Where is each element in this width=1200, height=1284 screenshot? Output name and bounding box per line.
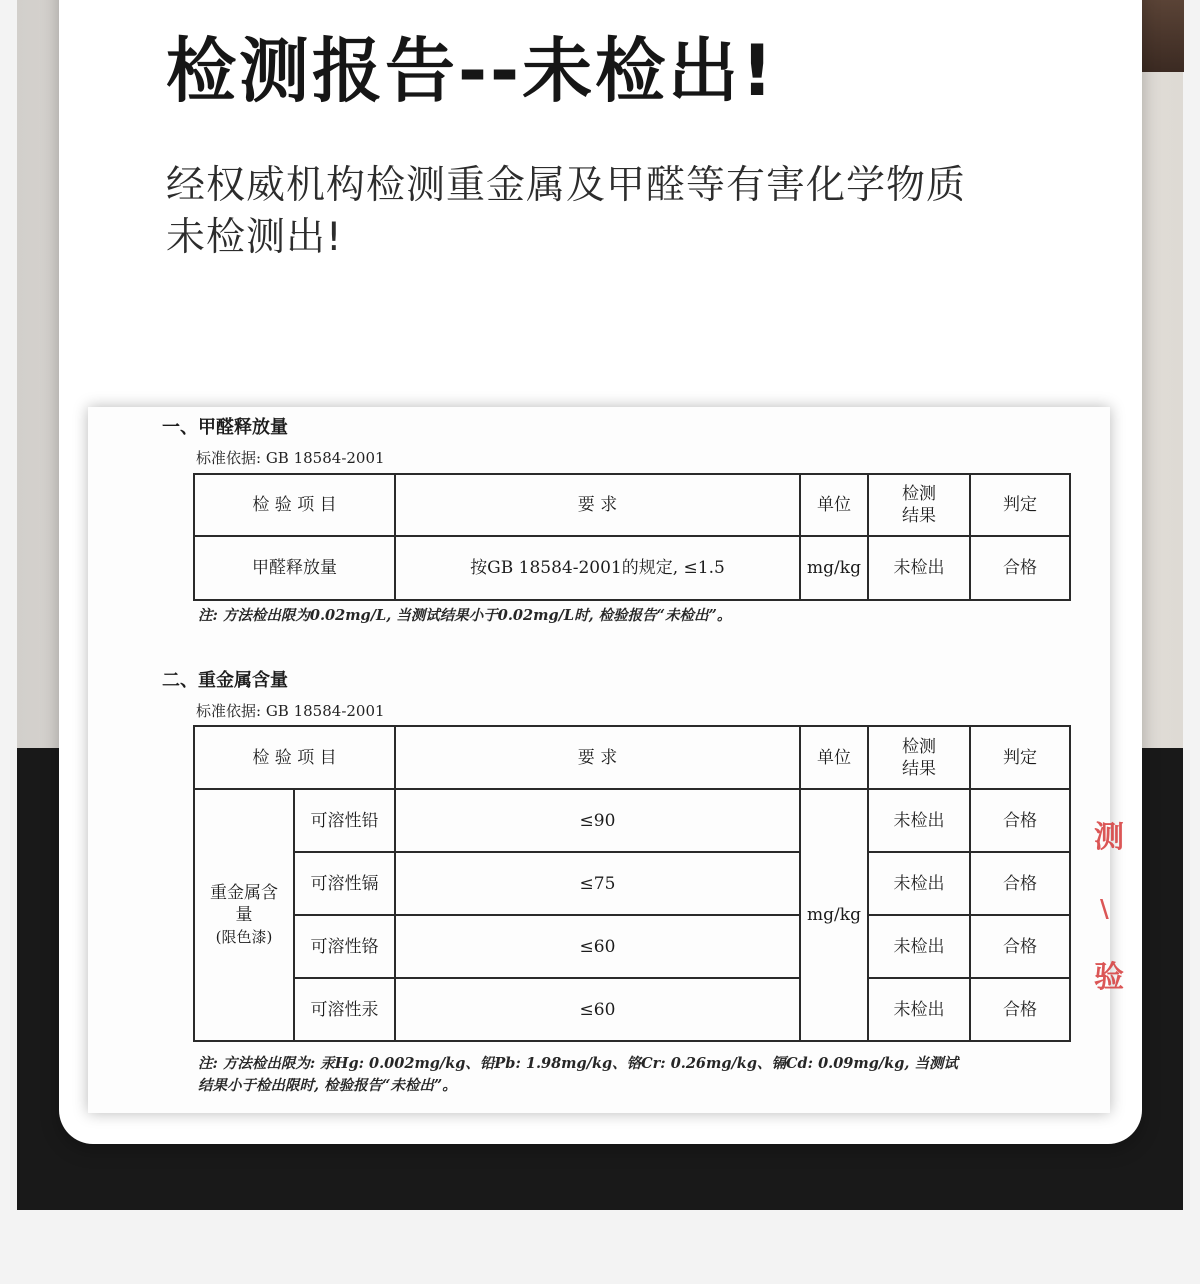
section2-title: 二、重金属含量	[162, 670, 288, 691]
section2-standard: 标准依据: GB 18584-2001	[196, 702, 385, 720]
page-title: 检测报告--未检出!	[166, 30, 777, 112]
cell-result: 未检出	[868, 852, 970, 915]
cell-result: 未检出	[868, 536, 970, 600]
table-row	[194, 536, 1070, 600]
table-header-row	[194, 474, 1070, 536]
cell-item: 可溶性铬	[294, 915, 395, 978]
header-item: 检 验 项 目	[194, 474, 395, 536]
header-item: 检 验 项 目	[194, 726, 395, 789]
section1-title: 一、甲醛释放量	[162, 417, 288, 438]
formaldehyde-table	[193, 473, 1071, 601]
header-requirement: 要 求	[395, 474, 800, 536]
cell-result: 未检出	[868, 915, 970, 978]
test-report-scan	[88, 407, 1124, 1113]
red-seal-stamp: 测 \ 验	[1094, 820, 1124, 995]
table-row	[194, 852, 1070, 915]
page-subtitle	[166, 160, 1096, 264]
header-unit: 单位	[800, 726, 868, 789]
table-row	[194, 789, 1070, 852]
background-wood-detail	[1142, 0, 1184, 72]
header-result: 检测 结果	[868, 726, 970, 789]
heavy-metal-table	[193, 725, 1071, 1042]
cell-verdict: 合格	[970, 852, 1070, 915]
section2-note: 注: 方法检出限为: 汞Hg: 0.002mg/kg、铅Pb: 1.98mg/kg、铬Cr: 0.26mg/kg、镉Cd: 0.09mg/kg, 当测试 结果小于检出限时, 检验报告“未检出”。	[198, 1055, 958, 1094]
header-unit: 单位	[800, 474, 868, 536]
section1-note: 注: 方法检出限为0.02mg/L, 当测试结果小于0.02mg/L时, 检验报告“未检出”。	[198, 607, 732, 624]
cell-item: 可溶性汞	[294, 978, 395, 1041]
cell-requirement: ≤60	[395, 978, 800, 1041]
cell-item: 可溶性镉	[294, 852, 395, 915]
cell-result: 未检出	[868, 789, 970, 852]
subtitle-line-2: 未检测出!	[166, 215, 343, 260]
table-row	[194, 978, 1070, 1041]
cell-requirement: ≤75	[395, 852, 800, 915]
cell-requirement: ≤60	[395, 915, 800, 978]
cell-requirement: 按GB 18584-2001的规定, ≤1.5	[395, 536, 800, 600]
cell-result: 未检出	[868, 978, 970, 1041]
header-requirement: 要 求	[395, 726, 800, 789]
header-verdict: 判定	[970, 474, 1070, 536]
subtitle-line-1: 经权威机构检测重金属及甲醛等有害化学物质	[166, 163, 967, 208]
table-row	[194, 915, 1070, 978]
cell-item: 可溶性铅	[294, 789, 395, 852]
cell-requirement: ≤90	[395, 789, 800, 852]
cell-verdict: 合格	[970, 978, 1070, 1041]
cell-item: 甲醛释放量	[194, 536, 395, 600]
header-result: 检测 结果	[868, 474, 970, 536]
cell-unit: mg/kg	[800, 789, 868, 1041]
cell-verdict: 合格	[970, 915, 1070, 978]
cell-verdict: 合格	[970, 789, 1070, 852]
header-verdict: 判定	[970, 726, 1070, 789]
section1-standard: 标准依据: GB 18584-2001	[196, 449, 385, 467]
table-header-row	[194, 726, 1070, 789]
cell-unit: mg/kg	[800, 536, 868, 600]
group-label: 重金属含 量 (限色漆)	[194, 789, 294, 1041]
cell-verdict: 合格	[970, 536, 1070, 600]
